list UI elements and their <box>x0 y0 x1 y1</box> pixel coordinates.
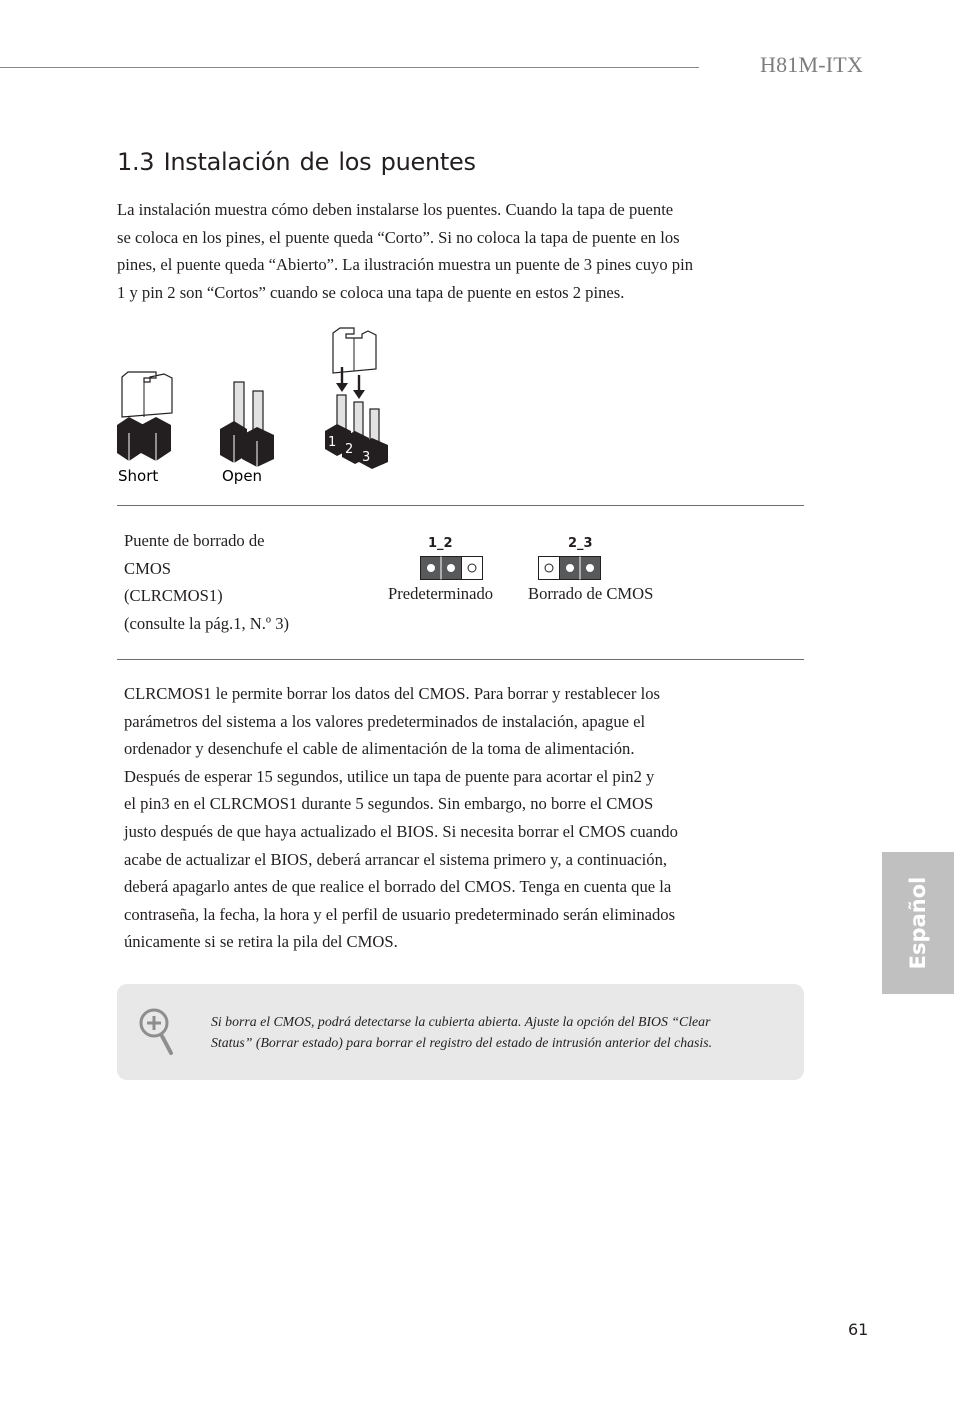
jumper-illustration <box>114 325 394 490</box>
setting-clear-cmos-label: Borrado de CMOS <box>528 584 654 603</box>
pin-setting-1-2-label: 1_2 <box>428 536 453 551</box>
note-line: Si borra el CMOS, podrá detectarse la cubierta abierta. Ajuste la opción del BIOS “Clear <box>211 1014 711 1029</box>
short-label: Short <box>118 467 159 485</box>
description-line: deberá apagarlo antes de que realice el borrado del CMOS. Tenga en cuenta que la <box>124 877 672 897</box>
language-side-tab <box>882 852 954 994</box>
description-line: acabe de actualizar el BIOS, deberá arrancar el sistema primero y, a continuación, <box>124 849 668 869</box>
description-line: justo después de que haya actualizado el BIOS. Si necesita borrar el CMOS cuando <box>124 821 678 841</box>
pin-setting-2-3-label: 2_3 <box>568 536 593 551</box>
jumper-name <box>124 527 374 637</box>
description-line: contraseña, la fecha, la hora y el perfil de usuario predeterminado serán eliminados <box>124 904 676 924</box>
table-bottom-rule <box>117 659 804 660</box>
header-rule <box>0 67 699 68</box>
short-jumper <box>117 372 172 461</box>
table-top-rule <box>117 505 804 506</box>
jumper-illustration-svg <box>114 325 394 490</box>
section-title: 1.3 Instalación de los puentes <box>117 148 476 176</box>
description-line: el pin3 en el CLRCMOS1 durante 5 segundos. Sin embargo, no borre el CMOS <box>124 794 654 814</box>
intro-line: se coloca en los pines, el puente queda “Corto”. Si no coloca la tapa de puente en los <box>117 227 680 247</box>
jumper-2-3-diagram <box>538 556 602 580</box>
description-line: únicamente si se retira la pila del CMOS. <box>124 932 398 952</box>
description-line: CLRCMOS1 le permite borrar los datos del CMOS. Para borrar y restablecer los <box>124 684 660 703</box>
pin-number-1: 1 <box>328 435 337 450</box>
pin-number-2: 2 <box>345 442 354 457</box>
intro-line: pines, el puente queda “Abierto”. La ilustración muestra un puente de 3 pines cuyo pin <box>117 255 693 275</box>
jumper-name-line: Puente de borrado de <box>124 531 265 550</box>
model-name: H81M-ITX <box>760 52 864 77</box>
jumper-name-line: CMOS <box>124 558 172 578</box>
page-number: 61 <box>848 1320 869 1339</box>
description-line: ordenador y desenchufe el cable de alimentación de la toma de alimentación. <box>124 739 635 759</box>
magnifier-plus-icon <box>137 1006 177 1058</box>
open-label: Open <box>222 467 263 485</box>
open-jumper <box>220 382 274 467</box>
intro-paragraph <box>117 196 767 306</box>
intro-line: La instalación muestra cómo deben instalarse los puentes. Cuando la tapa de puente <box>117 200 674 219</box>
clrcmos-description <box>124 680 764 956</box>
note-line: Status” (Borrar estado) para borrar el registro del estado de intrusión anterior del chasis. <box>211 1035 713 1050</box>
setting-default-label: Predeterminado <box>388 584 494 603</box>
description-line: parámetros del sistema a los valores predeterminados de instalación, apague el <box>124 711 646 731</box>
pin-number-3: 3 <box>362 450 371 465</box>
note-text <box>211 1011 781 1053</box>
jumper-name-line: (CLRCMOS1) <box>124 586 223 606</box>
jumper-1-2-diagram <box>420 556 484 580</box>
intro-line: 1 y pin 2 son “Cortos” cuando se coloca una tapa de puente en estos 2 pines. <box>117 282 625 302</box>
language-side-tab-label: Español <box>906 876 930 970</box>
note-box <box>117 984 804 1080</box>
jumper-name-line: (consulte la pág.1, N.º 3) <box>124 613 290 633</box>
description-line: Después de esperar 15 segundos, utilice un tapa de puente para acortar el pin2 y <box>124 766 655 786</box>
